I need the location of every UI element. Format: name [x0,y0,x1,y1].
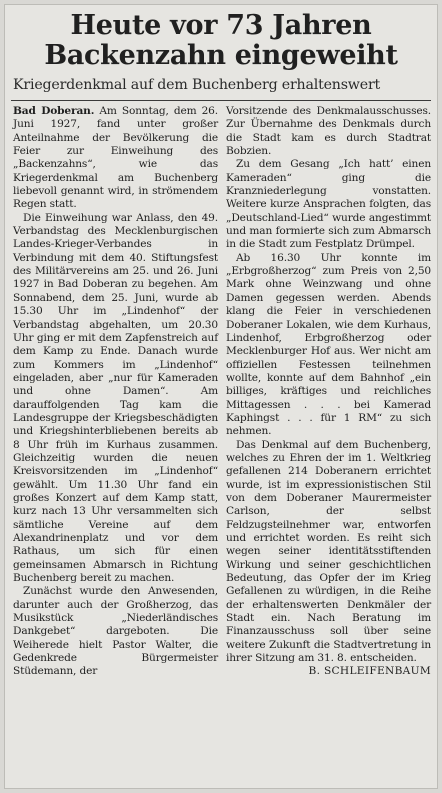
paragraph-2: Die Einweihung war Anlass, den 49. Verbandstag des Mecklenburgischen Landes-Krieger-Verbandes in Verbindung mit dem 40. Stiftungsfest des Militärvereins am 25. und 26. Juni 1927 in Bad Doberan zu begehen. Am Sonnabend, dem 25. Juni, wurde ab 15.30 Uhr im „Lindenhof“ der Verbandstag abgehalten, um 20.30 Uhr ging er mit dem Zapfenstreich auf dem Kamp zu Ende. Danach wurde zum Kommers im „Lindenhof“ eingeladen, aber „nur für Kameraden und ohne Damen“. Am darauffolgenden Tag kam die Landesgruppe der Kriegsbeschädigten und Kriegshinterbliebenen bereits ab 8 Uhr früh im Kurhaus zusammen. Gleichzeitig wurden die neuen Kreisvorsitzenden im „Lindenhof“ gewählt. Um 11.30 Uhr fand ein großes Konzert auf dem Kamp statt, kurz nach 13 Uhr versammelten sich sämtliche Vereine auf dem Alexandrinenplatz und vor dem Rathaus, um sich für einen gemeinsamen Abmarsch in Richtung Buchenberg bereit zu machen. [13,211,218,585]
newspaper-clipping [4,4,438,789]
headline [11,11,431,71]
article-body [13,105,431,679]
headline-line-2: Backenzahn eingeweiht [44,40,398,71]
paragraph-3: Zunächst wurde den Anwesenden, darunter auch der Großherzog, das Musikstück „Niederländisches Dankgebet“ dargeboten. Die Weiherede hielt Pastor Walter, die Gedenkrede Bürgermeister Stüdemann, der [13,585,218,678]
author-signature: B. SCHLEIFENBAUM [308,665,431,678]
paragraph-4: Vorsitzende des Denkmalausschusses. Zur Übernahme des Denkmals durch die Stadt kam es durch Stadtrat Bobzien. [226,105,431,158]
column-left [13,105,218,679]
column-right [226,105,431,679]
paragraph-5: Zu dem Gesang „Ich hatt’ einen Kameraden“ ging die Kranzniederlegung vonstatten. Weitere kurze Ansprachen folgten, das „Deutschland-Lied“ wurde angestimmt und man formierte sich zum Abmarsch in die Stadt zum Festplatz Drümpel. [226,158,431,251]
paragraph-6: Ab 16.30 Uhr konnte im „Erbgroßherzog“ zum Preis von 2,50 Mark ohne Weinzwang und ohne Damen gegessen werden. Abends klang die Feier in verschiedenen Doberaner Lokalen, wie dem Kurhaus, Lindenhof, Erbgroßherzog oder Mecklenburger Hof aus. Wer nicht am offiziellen Festessen teilnehmen wollte, konnte auf dem Bahnhof „ein billiges, kräftiges und reichliches Mittagessen . . . bei Kamerad Kaphingst . . . für 1 RM“ zu sich nehmen. [226,251,431,438]
paragraph-1-text: Am Sonntag, dem 26. Juni 1927, fand unter großer Anteilnahme der Bevölkerung die Feier zur Einweihung des „Backenzahns“, wie das Kriegerdenkmal am Buchenberg liebevoll genannt wird, in strömendem Regen statt. [13,105,218,211]
headline-line-1: Heute vor 73 Jahren [70,10,372,41]
paragraph-7: Das Denkmal auf dem Buchenberg, welches zu Ehren der im 1. Weltkrieg gefallenen 214 Doberanern errichtet wurde, ist im expressionistischen Stil von dem Doberaner Maurermeister Carlson, der selbst Feldzugsteilnehmer war, entworfen und errichtet worden. Es reiht sich wegen seiner identitätsstiftenden Wirkung und seiner geschichtlichen Bedeutung, das Opfer der im Krieg Gefallenen zu würdigen, in die Reihe der erhaltenswerten Denkmäler der Stadt ein. Nach Beratung im Finanzausschuss soll über seine weitere Zukunft die Stadtvertretung in ihrer Sitzung am 31. 8. entscheiden. [226,438,431,665]
subheadline: Kriegerdenkmal auf dem Buchenberg erhaltenswert [13,77,381,93]
paragraph-1 [13,105,218,212]
dateline: Bad Doberan. [13,105,95,117]
divider-rule [11,100,431,101]
